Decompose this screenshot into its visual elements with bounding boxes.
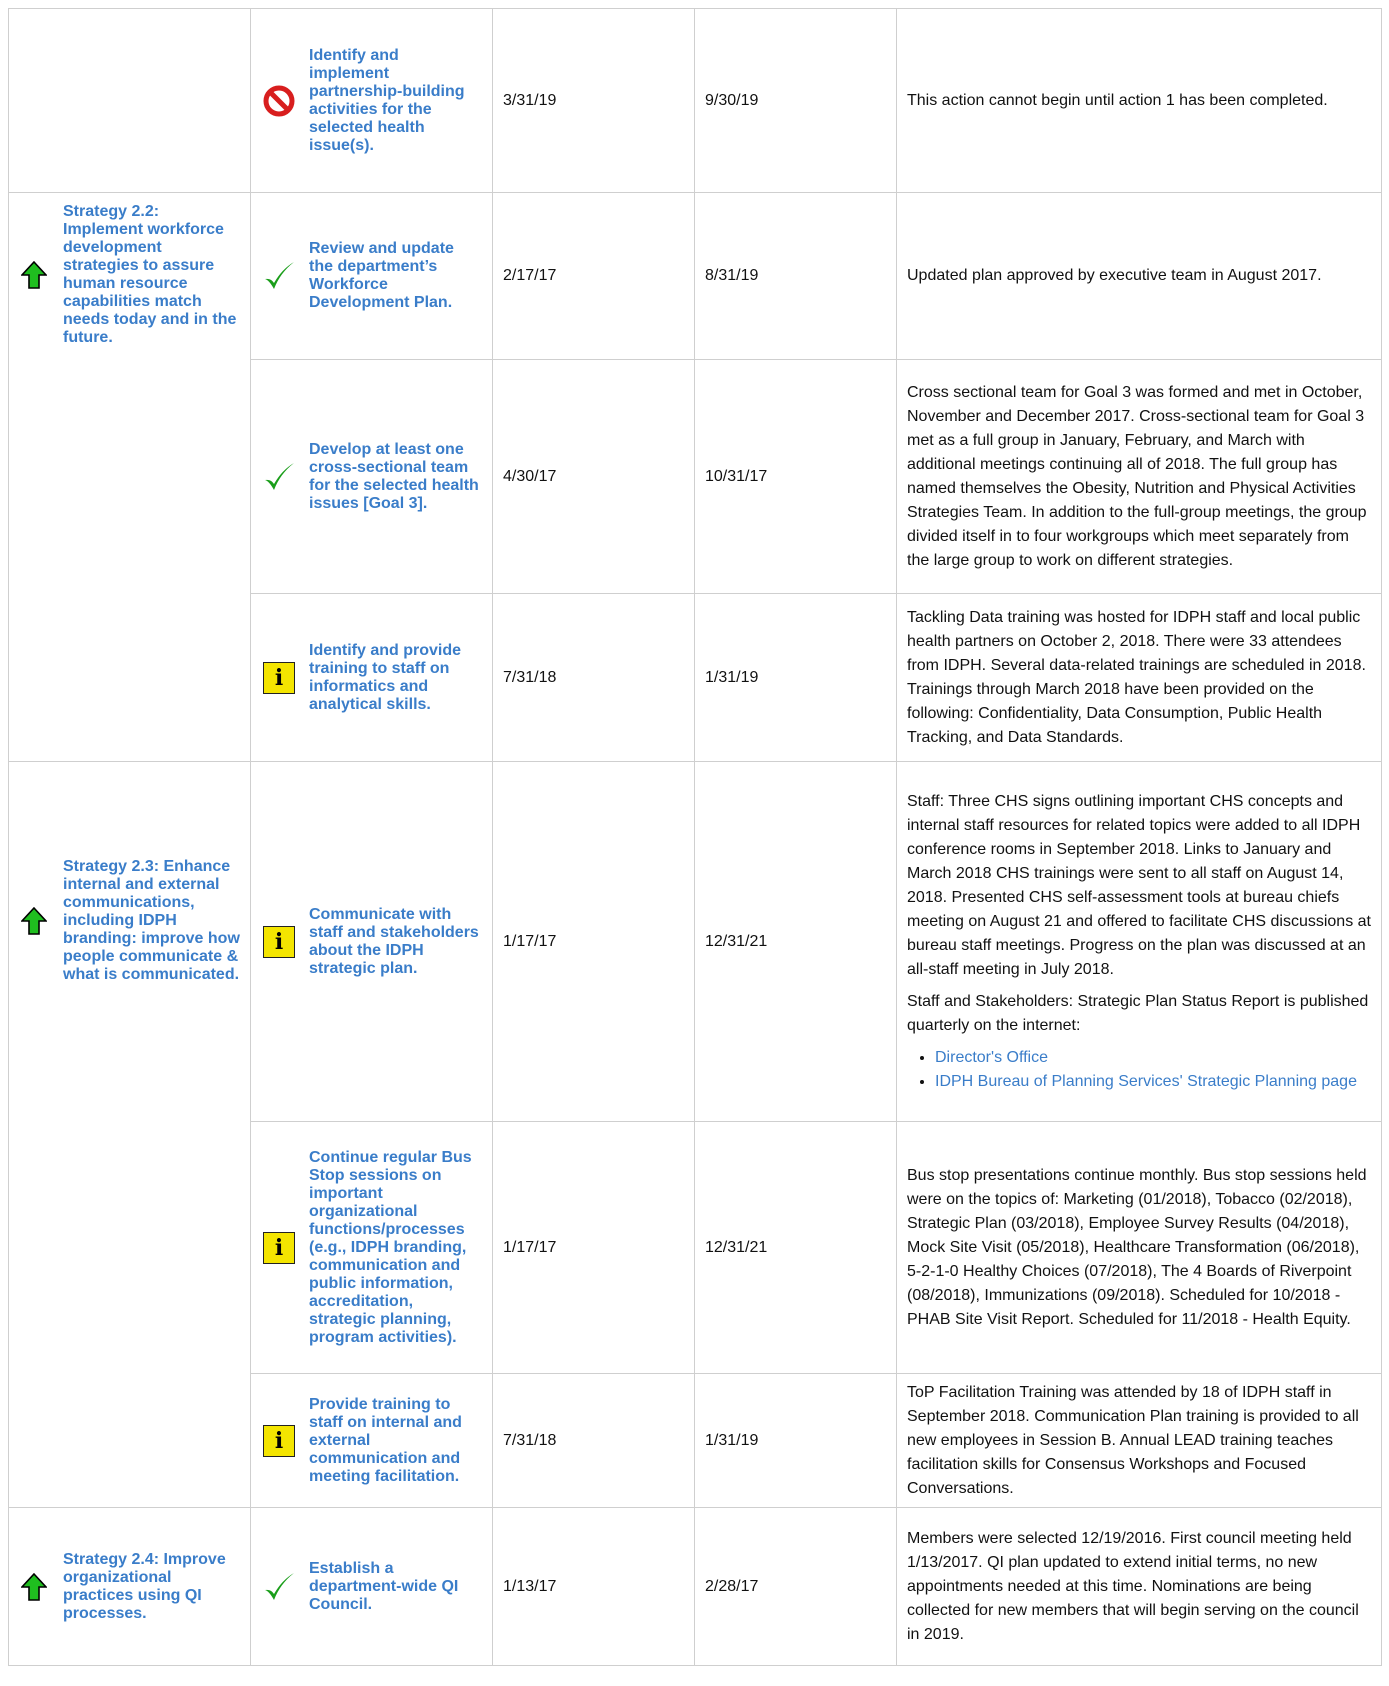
strategy-cell-empty [9,9,251,193]
info-icon: i [261,662,297,694]
strategy-link[interactable]: Strategy 2.2: Implement workforce development strategies to assure human resource capabilities match needs today and in the future. [63,203,237,346]
note-text: Members were selected 12/19/2016. First council meeting held 1/13/2017. QI plan updated to extend initial terms, no new appointments needed at this time. Nominations are being collected for new members that will begin serving on the council in 2019. [907,1529,1359,1643]
action-link[interactable]: Identify and implement partnership-building activities for the selected health issue(s). [309,46,465,154]
action-link[interactable]: Communicate with staff and stakeholders about the IDPH strategic plan. [309,905,479,977]
end-date: 12/31/21 [695,1122,897,1374]
note-text: Staff and Stakeholders: Strategic Plan Status Report is published quarterly on the internet: [907,992,1369,1034]
action-cell [251,193,493,360]
notes-cell [897,360,1382,594]
action-link[interactable]: Review and update the department’s Workforce Development Plan. [309,240,454,311]
action-link[interactable]: Continue regular Bus Stop sessions on important organizational functions/processes (e.g., IDPH branding, communication and public information, accreditation, strategic planning, program activities). [309,1148,472,1346]
note-text: Updated plan approved by executive team in August 2017. [907,267,1322,284]
notes-cell [897,1508,1382,1666]
strategy-cell [9,1508,251,1666]
checkmark-icon [261,460,297,494]
start-date: 7/31/18 [493,594,695,762]
directors-office-link[interactable]: Director's Office [935,1048,1049,1066]
checkmark-icon [261,1570,297,1604]
action-cell [251,1508,493,1666]
end-date: 10/31/17 [695,360,897,594]
start-date: 1/13/17 [493,1508,695,1666]
list-item [935,1070,1371,1094]
start-date: 7/31/18 [493,1374,695,1508]
note-text: Staff: Three CHS signs outlining important CHS concepts and internal staff resources for related topics were added to all IDPH conference rooms in September 2018. Links to January and March 2018 CHS trainings were sent to all staff on August 14, 2018. Presented CHS self-assessment tools at bureau chiefs meeting on August 21 and offered to facilitate CHS discussions at bureau staff meetings. Progress on the plan was discussed at an all-staff meeting in July 2018. [907,792,1371,978]
start-date: 3/31/19 [493,9,695,193]
strategy-cell [9,762,251,1508]
strategy-cell [9,193,251,762]
note-text: ToP Facilitation Training was attended by 18 of IDPH staff in September 2018. Communication Plan training is provided to all new employees in Session B. Annual LEAD training teaches facilitation skills for Consensus Workshops and Focused Conversations. [907,1383,1359,1497]
action-cell [251,762,493,1122]
info-icon: i [261,1425,297,1457]
note-text: This action cannot begin until action 1 has been completed. [907,91,1328,109]
notes-cell [897,1122,1382,1374]
note-text: Tackling Data training was hosted for IDPH staff and local public health partners on October 2, 2018. There were 33 attendees from IDPH. Several data-related trainings are scheduled in 2018. Trainings through March 2018 have been provided on the following: Confidentiality, Data Consumption, Public Health Tracking, and Data Standards. [907,608,1366,746]
end-date: 12/31/21 [695,762,897,1122]
prohibited-icon [261,85,297,117]
action-cell [251,9,493,193]
strategic-plan-table [8,8,1382,1666]
note-text: Bus stop presentations continue monthly. Bus stop sessions held were on the topics of: Marketing (01/2018), Tobacco (02/2018), Strategic Plan (03/2018), Employee Survey Results (04/2018), Mock Site Visit (05/2018), Healthcare Transformation (06/2018), 5-2-1-0 Healthy Choices (07/2018), The 4 Boards of Riverpoint (08/2018), Immunizations (09/2018). Scheduled for 10/2018 - PHAB Site Visit Report. Scheduled for 11/2018 - Health Equity. [907,1166,1367,1328]
start-date: 1/17/17 [493,1122,695,1374]
info-icon: i [261,1232,297,1264]
end-date: 8/31/19 [695,193,897,360]
end-date: 2/28/17 [695,1508,897,1666]
end-date: 9/30/19 [695,9,897,193]
planning-services-link[interactable]: IDPH Bureau of Planning Services' Strategic Planning page [935,1072,1357,1090]
notes-cell [897,9,1382,193]
end-date: 1/31/19 [695,594,897,762]
notes-cell [897,762,1382,1122]
action-cell [251,360,493,594]
table-row [9,1508,1382,1666]
link-list [907,1046,1371,1094]
table-row [9,193,1382,360]
action-link[interactable]: Provide training to staff on internal and external communication and meeting facilitation. [309,1395,462,1485]
table-row [9,762,1382,1122]
notes-cell [897,1374,1382,1508]
end-date: 1/31/19 [695,1374,897,1508]
start-date: 1/17/17 [493,762,695,1122]
strategy-link[interactable]: Strategy 2.3: Enhance internal and external communications, including IDPH branding: improve how people communicate & what is communicated. [63,858,240,983]
table-row [9,9,1382,193]
start-date: 4/30/17 [493,360,695,594]
action-cell [251,1122,493,1374]
notes-cell [897,193,1382,360]
info-icon: i [261,926,297,958]
green-up-arrow-icon [19,907,49,935]
action-cell [251,594,493,762]
checkmark-icon [261,259,297,293]
action-cell [251,1374,493,1508]
action-link[interactable]: Establish a department-wide QI Council. [309,1559,459,1613]
strategy-link[interactable]: Strategy 2.4: Improve organizational practices using QI processes. [63,1550,226,1622]
notes-cell [897,594,1382,762]
green-up-arrow-icon [19,261,49,289]
action-link[interactable]: Develop at least one cross-sectional team for the selected health issues [Goal 3]. [309,440,479,512]
list-item [935,1046,1371,1070]
note-text: Cross sectional team for Goal 3 was formed and met in October, November and December 2017. Cross-sectional team for Goal 3 met as a full group in January, February, and March with additional meetings continuing all of 2018. The full group has named themselves the Obesity, Nutrition and Physical Activities Strategies Team. In addition to the full-group meetings, the group divided itself in to four workgroups which meet separately from the large group to work on different strategies. [907,383,1367,569]
action-link[interactable]: Identify and provide training to staff on informatics and analytical skills. [309,641,462,713]
green-up-arrow-icon [19,1573,49,1601]
start-date: 2/17/17 [493,193,695,360]
